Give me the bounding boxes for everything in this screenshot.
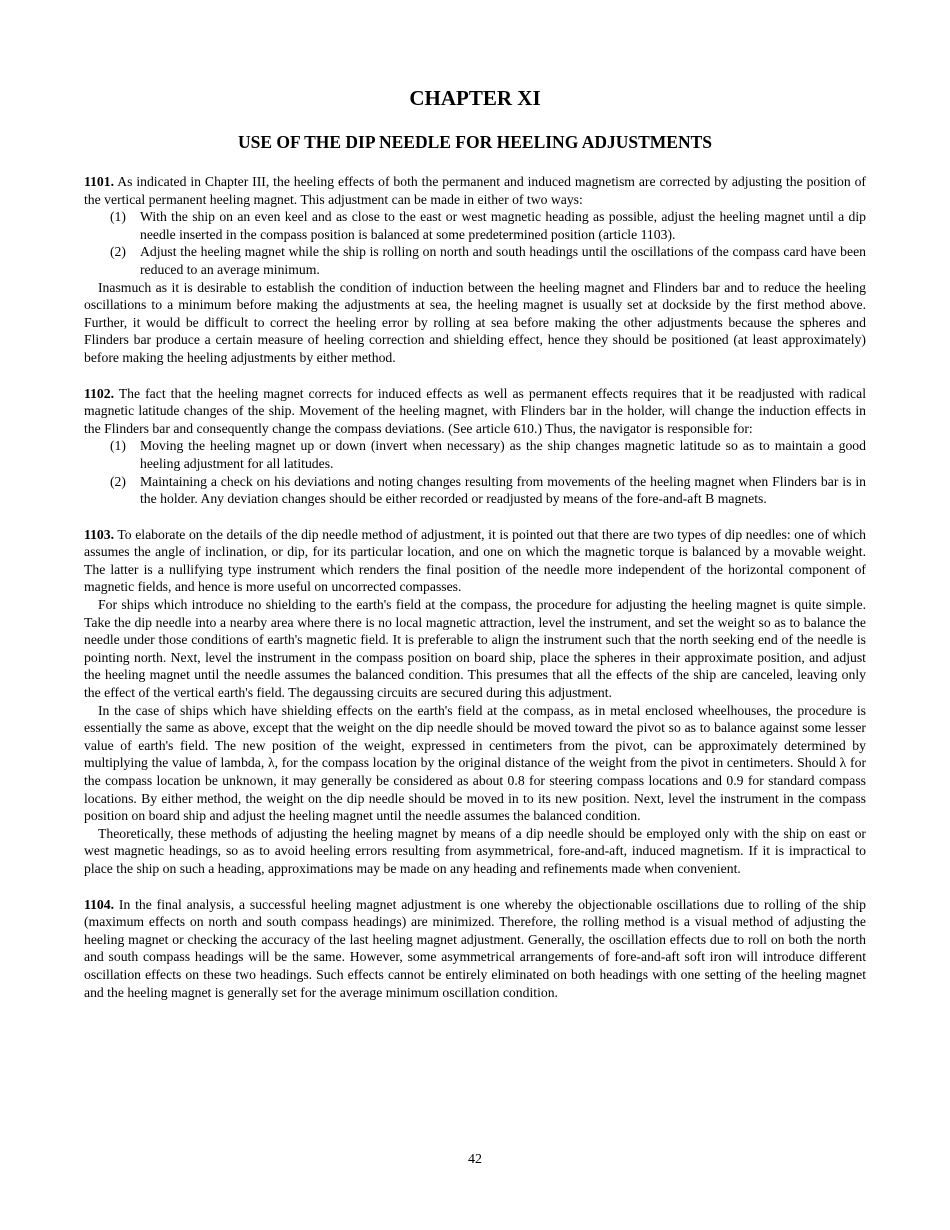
section-number: 1103. <box>84 526 115 542</box>
chapter-subtitle: USE OF THE DIP NEEDLE FOR HEELING ADJUSTMENTS <box>237 132 713 152</box>
section-1102-list <box>84 437 866 507</box>
paragraph: Theoretically, these methods of adjusting the heeling magnet by means of a dip needle should be employed only with the ship on east or west magnetic headings, so as to avoid heeling errors resulting from asymmetrical, fore-and-aft, induced magnetism. If it is impractical to place the ship on such a heading, approximations may be made on any heading and refinements made when convenient. <box>84 825 866 876</box>
paragraph: For ships which introduce no shielding to the earth's field at the compass, the procedure for adjusting the heeling magnet is quite simple. Take the dip needle into a nearby area where there is no local magnetic attraction, level the instrument, and set the weight so as to balance the needle under those conditions of earth's magnetic field. It is preferable to align the instrument such that the north seeking end of the needle is pointing north. Next, level the instrument in the compass position on board ship, place the spheres in their approximate position, and adjust the heeling magnet until the needle assumes the balanced condition. This presumes that all the effects of the ship are canceled, leaving only the effect of the vertical earth's field. The degaussing circuits are secured during this adjustment. <box>84 597 866 701</box>
paragraph: Inasmuch as it is desirable to establish the condition of induction between the heeling magnet and Flinders bar and to reduce the heeling oscillations to a minimum before making the adjustments at sea, the heeling magnet is usually set at dockside by the first method above. Further, it would be difficult to correct the heeling error by rolling at sea before making the other adjustments because the spheres and Flinders bar produce a certain measure of heeling correction and shielding effect, hence they should be positioned (at least approximately) before making the heeling adjustments by either method. <box>84 279 866 365</box>
chapter-title: CHAPTER XI <box>409 86 541 110</box>
section-1102 <box>84 385 866 508</box>
section-1103-intro: 1103. To elaborate on the details of the dip needle method of adjustment, it is pointed out that there are two types of dip needles: one of which assumes the angle of inclination, or dip, for its particular location, and one on which the magnetic torque is balanced by a movable weight. The latter is a nullifying type instrument which renders the final position of the needle more independent of the horizontal component of magnetic fields, and hence is more useful on uncorrected compasses. <box>84 526 866 595</box>
section-1102-intro: 1102. The fact that the heeling magnet corrects for induced effects as well as permanent effects requires that it be readjusted with radical magnetic latitude changes of the ship. Movement of the heeling magnet, with Flinders bar in the holder, will change the induction effects in the Flinders bar and consequently change the compass deviations. (See article 610.) Thus, the navigator is responsible for: <box>84 385 866 436</box>
section-1101-intro: 1101. As indicated in Chapter III, the heeling effects of both the permanent and induced magnetism are corrected by adjusting the position of the vertical permanent heeling magnet. This adjustment can be made in either of two ways: <box>84 174 866 207</box>
section-number: 1104. <box>84 896 115 912</box>
page-number: 42 <box>468 1152 482 1167</box>
list-item: (1) With the ship on an even keel and as close to the east or west magnetic heading as possible, adjust the heeling magnet until a dip needle inserted in the compass position is balanced at some predetermined position (article 1103). <box>110 209 866 242</box>
document-page <box>84 85 866 1001</box>
section-1101-list <box>84 208 866 278</box>
section-number: 1102. <box>84 385 115 401</box>
section-1104 <box>84 896 866 1002</box>
section-number: 1101. <box>84 174 115 189</box>
paragraph: In the case of ships which have shielding effects on the earth's field at the compass, as in metal enclosed wheelhouses, the procedure is essentially the same as above, except that the weight on the dip needle should be moved toward the pivot so as to balance against some lesser value of earth's field. The new position of the weight, expressed in centimeters from the pivot, can be approximately determined by multiplying the value of lambda, λ, for the compass location by the original distance of the weight from the pivot in centimeters. Should λ for the compass location be unknown, it may generally be considered as about 0.8 for steering compass locations and 0.9 for standard compass locations. By either method, the weight on the dip needle should be moved in to its new position. Next, level the instrument in the compass position on board ship and adjust the heeling magnet until the needle assumes the balanced condition. <box>84 702 866 824</box>
section-1104-intro: 1104. In the final analysis, a successful heeling magnet adjustment is one whereby the objectionable oscillations due to rolling of the ship (maximum effects on north and south compass headings) are minimized. Therefore, the rolling method is a visual method of adjusting the heeling magnet or checking the accuracy of the last heeling magnet adjustment. Generally, the oscillation effects due to roll on both the north and south compass headings will be the same. However, some asymmetrical arrangements of fore-and-aft soft iron will introduce different oscillation effects on these two headings. Such effects cannot be entirely eliminated on both headings with one setting of the heeling magnet and the heeling magnet is generally set for the average minimum oscillation condition. <box>84 896 866 1000</box>
section-1101 <box>84 173 866 367</box>
list-item: (2) Adjust the heeling magnet while the ship is rolling on north and south headings until the oscillations of the compass card have been reduced to an average minimum. <box>110 244 866 277</box>
list-item: (2) Maintaining a check on his deviations and noting changes resulting from movements of the heeling magnet when Flinders bar is in the holder. Any deviation changes should be either recorded or readjusted by means of the fore-and-aft B magnets. <box>110 473 866 507</box>
list-item: (1) Moving the heeling magnet up or down (invert when necessary) as the ship changes magnetic latitude so as to maintain a good heeling adjustment for all latitudes. <box>110 438 866 471</box>
section-1103 <box>84 526 866 878</box>
